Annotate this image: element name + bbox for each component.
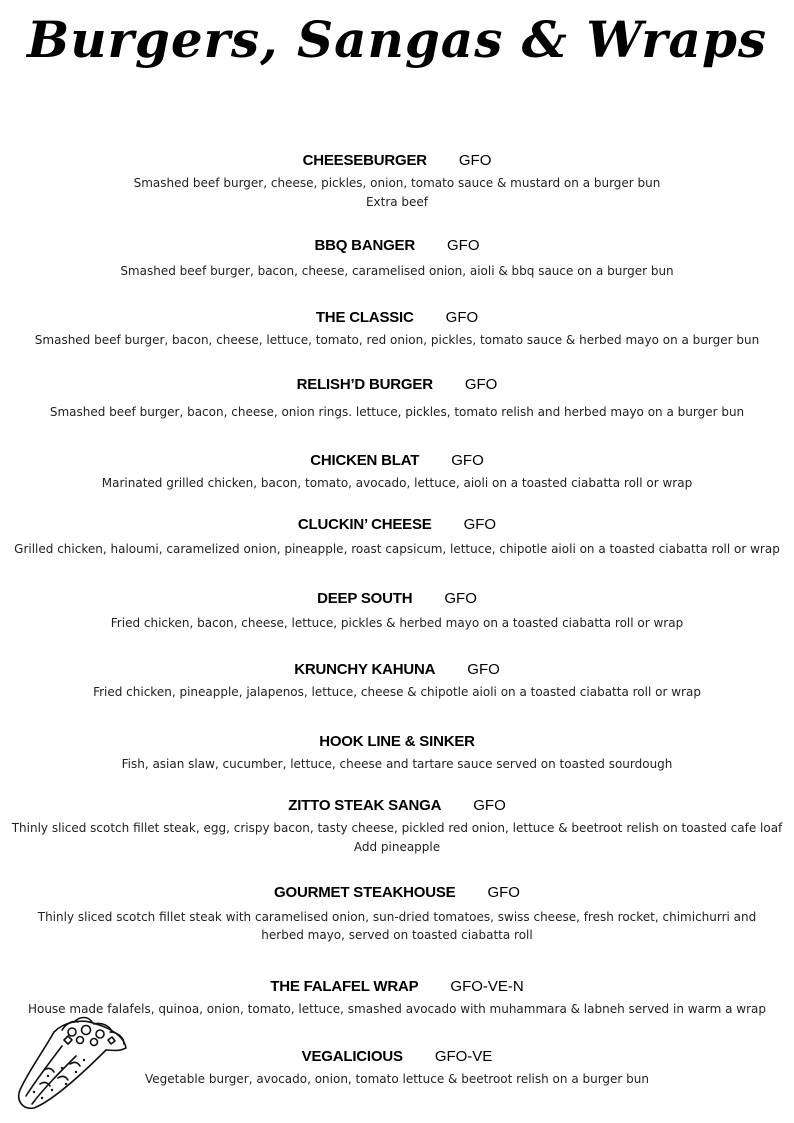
dietary-tag: GFO-VE	[434, 1048, 493, 1065]
item-description: House made falafels, quinoa, onion, tomato, lettuce, smashed avocado with muhammara & labneh served in warm a wrap	[27, 1002, 767, 1016]
item-name: BBQ BANGER	[314, 237, 415, 254]
item-name: CHEESEBURGER	[302, 152, 427, 169]
menu-item	[0, 376, 794, 421]
item-description: Fried chicken, pineapple, jalapenos, lettuce, cheese & chipotle aioli on a toasted ciabatta roll or wrap	[93, 685, 701, 699]
item-name: THE CLASSIC	[315, 309, 414, 326]
item-name: CLUCKIN’ CHEESE	[297, 516, 432, 533]
menu-item	[0, 797, 794, 856]
item-description: Smashed beef burger, cheese, pickles, onion, tomato sauce & mustard on a burger bun	[133, 176, 661, 190]
item-name: CHICKEN BLAT	[310, 452, 420, 469]
page-title: Burgers, Sangas & Wraps	[26, 10, 768, 69]
item-extra: Extra beef	[365, 195, 429, 209]
item-name: ZITTO STEAK SANGA	[288, 797, 442, 814]
item-name: RELISH’D BURGER	[296, 376, 433, 393]
menu-item	[0, 152, 794, 211]
item-name: HOOK LINE & SINKER	[319, 733, 475, 750]
item-description: Fish, asian slaw, cucumber, lettuce, cheese and tartare sauce served on toasted sourdough	[121, 757, 673, 771]
item-name: GOURMET STEAKHOUSE	[274, 884, 456, 901]
item-name: DEEP SOUTH	[317, 590, 413, 607]
dietary-tag: GFO	[467, 661, 500, 678]
item-description: Thinly sliced scotch fillet steak with caramelised onion, sun-dried tomatoes, swiss cheese, fresh rocket, chimichurri and herbed mayo, served on toasted ciabatta roll	[37, 910, 757, 942]
item-description: Grilled chicken, haloumi, caramelized onion, pineapple, roast capsicum, lettuce, chipotle aioli on a toasted ciabatta roll or wrap	[14, 542, 780, 556]
item-description: Smashed beef burger, bacon, cheese, lettuce, tomato, red onion, pickles, tomato sauce & herbed mayo on a burger bun	[34, 333, 760, 347]
item-name: VEGALICIOUS	[301, 1048, 403, 1065]
item-name: KRUNCHY KAHUNA	[294, 661, 436, 678]
item-description: Vegetable burger, avocado, onion, tomato lettuce & beetroot relish on a burger bun	[144, 1072, 650, 1086]
dietary-tag: GFO	[445, 309, 479, 326]
menu-item	[0, 452, 794, 492]
item-description: Smashed beef burger, bacon, cheese, caramelised onion, aioli & bbq sauce on a burger bun	[120, 264, 674, 278]
menu-item	[0, 733, 794, 773]
menu-item	[0, 590, 794, 632]
menu-item	[0, 516, 794, 558]
item-description: Thinly sliced scotch fillet steak, egg, crispy bacon, tasty cheese, pickled red onion, lettuce & beetroot relish on toasted cafe loaf	[11, 821, 783, 835]
dietary-tag: GFO	[451, 452, 484, 469]
dietary-tag: GFO	[487, 884, 520, 901]
dietary-tag: GFO	[458, 152, 492, 169]
dietary-tag: GFO	[473, 797, 506, 814]
menu-item	[0, 237, 794, 280]
item-extra: Add pineapple	[353, 840, 441, 854]
item-name: THE FALAFEL WRAP	[270, 978, 419, 995]
dietary-tag: GFO	[464, 376, 498, 393]
menu-item	[0, 309, 794, 349]
menu-item	[0, 884, 794, 944]
dietary-tag: GFO	[447, 237, 480, 254]
dietary-tag: GFO-VE-N	[450, 978, 524, 995]
dietary-tag: GFO	[444, 590, 477, 607]
item-description: Marinated grilled chicken, bacon, tomato, avocado, lettuce, aioli on a toasted ciabatta roll or wrap	[101, 476, 693, 490]
dietary-tag: GFO	[463, 516, 497, 533]
menu-item	[0, 661, 794, 701]
item-description: Fried chicken, bacon, cheese, lettuce, pickles & herbed mayo on a toasted ciabatta roll or wrap	[110, 616, 684, 630]
item-description: Smashed beef burger, bacon, cheese, onion rings. lettuce, pickles, tomato relish and herbed mayo on a burger bun	[49, 405, 745, 419]
wrap-illustration-icon	[14, 1010, 132, 1115]
